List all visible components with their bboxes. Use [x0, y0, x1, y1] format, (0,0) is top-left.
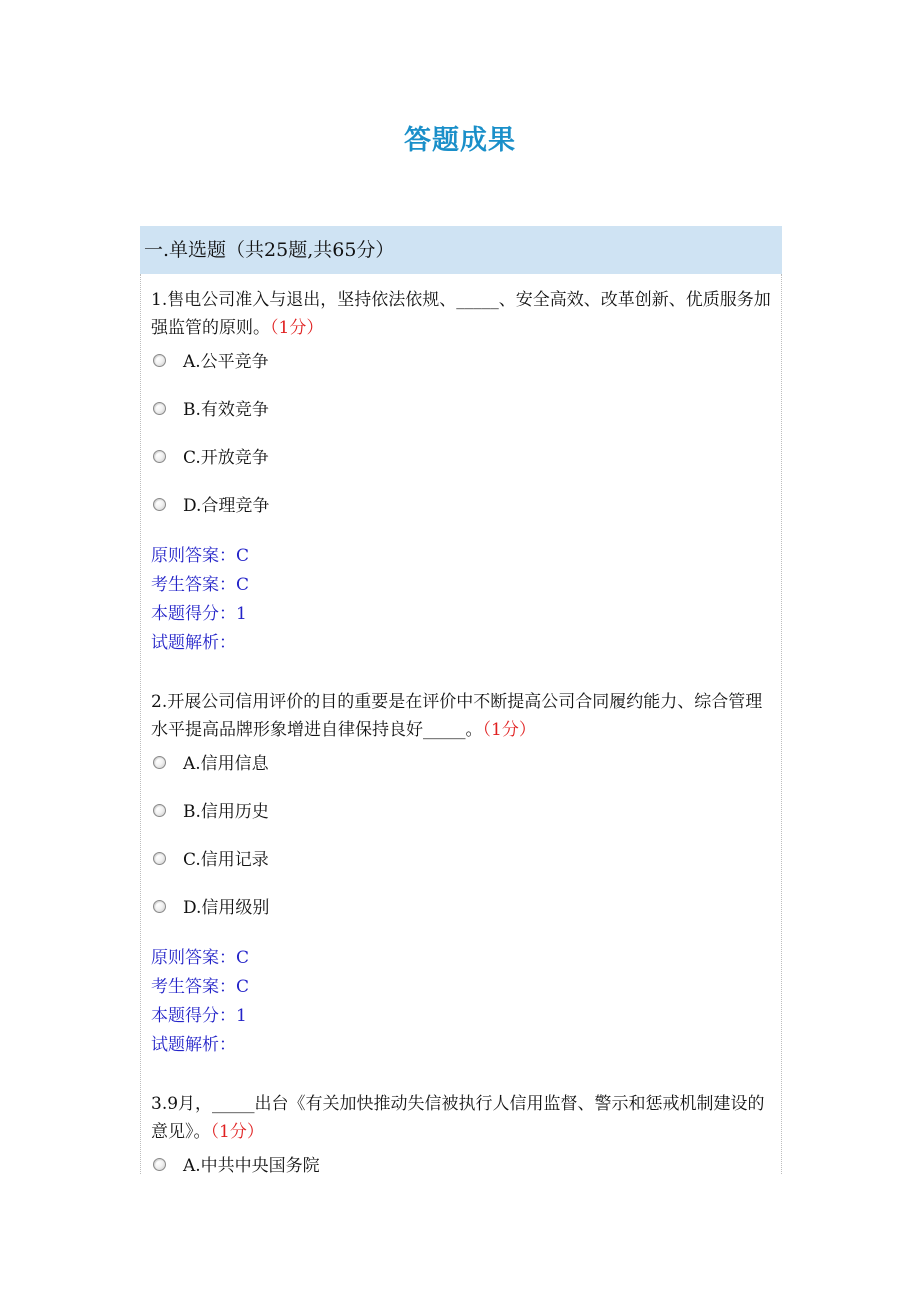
- question-text: 3.9月，_____出台《有关加快推动失信被执行人信用监督、警示和惩戒机制建设的意见》。（1分）: [151, 1094, 765, 1142]
- radio-button-icon[interactable]: [153, 1158, 166, 1171]
- option-b[interactable]: [141, 798, 781, 846]
- page-title: 答题成果: [404, 125, 516, 156]
- option-b[interactable]: [141, 396, 781, 444]
- option-a[interactable]: [141, 348, 781, 396]
- radio-button-icon[interactable]: [153, 756, 166, 769]
- option-label: A.公平竞争: [183, 352, 269, 372]
- answer-block: [151, 542, 781, 658]
- question-points: （1分）: [270, 318, 324, 338]
- options-list: [141, 750, 781, 942]
- question-points: （1分）: [210, 1122, 264, 1142]
- radio-button-icon[interactable]: [153, 354, 166, 367]
- student-answer: 考生答案：C: [151, 575, 250, 595]
- section-header: 一.单选题（共25题,共65分）: [140, 226, 782, 274]
- options-list: [141, 1152, 781, 1174]
- option-c[interactable]: [141, 444, 781, 492]
- question-text: 1.售电公司准入与退出，坚持依法依规、_____、安全高效、改革创新、优质服务加强监管的原则。（1分）: [151, 290, 771, 338]
- radio-button-icon[interactable]: [153, 498, 166, 511]
- question-list: [140, 274, 782, 1174]
- option-a[interactable]: [141, 750, 781, 798]
- answer-block: [151, 944, 781, 1060]
- radio-button-icon[interactable]: [153, 852, 166, 865]
- question-score: 本题得分：1: [151, 1006, 247, 1026]
- option-label: B.有效竞争: [183, 400, 269, 420]
- radio-button-icon[interactable]: [153, 450, 166, 463]
- standard-answer: 原则答案：C: [151, 948, 250, 968]
- question-1: [141, 286, 781, 658]
- radio-button-icon[interactable]: [153, 402, 166, 415]
- option-a[interactable]: [141, 1152, 781, 1174]
- options-list: [141, 348, 781, 540]
- radio-button-icon[interactable]: [153, 804, 166, 817]
- question-points: （1分）: [482, 720, 536, 740]
- question-score: 本题得分：1: [151, 604, 247, 624]
- option-label: D.合理竞争: [183, 496, 270, 516]
- question-analysis: 试题解析：: [151, 633, 236, 653]
- option-d[interactable]: [141, 492, 781, 540]
- option-label: C.信用记录: [183, 850, 269, 870]
- question-text: 2.开展公司信用评价的目的重要是在评价中不断提高公司合同履约能力、综合管理水平提高品牌形象增进自律保持良好_____。（1分）: [151, 692, 763, 740]
- option-label: A.信用信息: [183, 754, 269, 774]
- radio-button-icon[interactable]: [153, 900, 166, 913]
- student-answer: 考生答案：C: [151, 977, 250, 997]
- option-label: C.开放竞争: [183, 448, 269, 468]
- option-c[interactable]: [141, 846, 781, 894]
- standard-answer: 原则答案：C: [151, 546, 250, 566]
- question-analysis: 试题解析：: [151, 1035, 236, 1055]
- question-3: [141, 1090, 781, 1174]
- option-label: D.信用级别: [183, 898, 270, 918]
- option-label: B.信用历史: [183, 802, 269, 822]
- question-2: [141, 688, 781, 1060]
- option-d[interactable]: [141, 894, 781, 942]
- option-label: A.中共中央国务院: [183, 1156, 320, 1174]
